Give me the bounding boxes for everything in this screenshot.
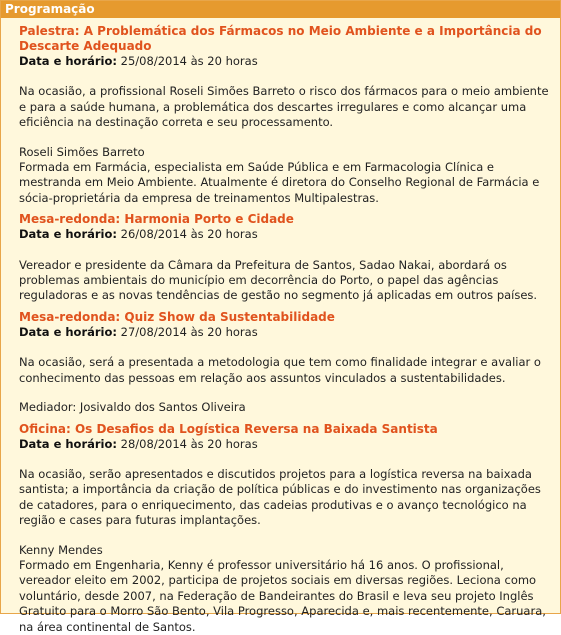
program-list — [1, 18, 560, 635]
event-datetime — [19, 227, 552, 242]
datetime-label: Data e horário: — [19, 436, 118, 451]
event-title: Palestra: A Problemática dos Fármacos no Meio Ambiente e a Importância do Descarte Adequado — [19, 24, 542, 53]
event-mediator: Mediador: Josivaldo dos Santos Oliveira — [19, 400, 246, 415]
event-datetime — [19, 437, 552, 452]
event-description: Vereador e presidente da Câmara da Prefeitura de Santos, Sadao Nakai, abordará os problemas ambientais do município em decorrência do Porto, o papel das agências reguladoras e as novas tendências de gestão no segmento já aplicadas em outros países. — [19, 257, 538, 303]
panel-header: Programação — [1, 1, 560, 18]
event-datetime — [19, 54, 552, 69]
datetime-label: Data e horário: — [19, 54, 118, 68]
event-palestra-farmacos — [19, 24, 552, 206]
datetime-value: 27/08/2014 às 20 horas — [120, 324, 258, 339]
event-description: Na ocasião, serão apresentados e discutidos projetos para a logística reversa na baixada santista; a importância da criação de política públicas e do investimento nas organizações de catadores, para o enriquecimento, das cadeias produtivas e o avanço tecnológico na região e cases para futuras implantações. — [19, 466, 541, 528]
speaker-bio: Formada em Farmácia, especialista em Saúde Pública e em Farmacologia Clínica e mestranda em Meio Ambiente. Atualmente é diretora do Conselho Regional de Farmácia e sócia-proprietária da empresa de treinamentos Multipalestras. — [19, 160, 540, 205]
event-harmonia-porto — [19, 212, 552, 304]
datetime-label: Data e horário: — [19, 324, 118, 339]
event-description: Na ocasião, será a presentada a metodologia que tem como finalidade integrar e avaliar o conhecimento das pessoas em relação aos assuntos vinculados a sustentabilidades. — [19, 355, 541, 385]
event-quiz-show — [19, 310, 552, 416]
event-datetime — [19, 325, 552, 340]
datetime-label: Data e horário: — [19, 227, 118, 242]
speaker-name: Kenny Mendes — [19, 542, 103, 557]
speaker-name: Roseli Simões Barreto — [19, 144, 145, 159]
datetime-value: 28/08/2014 às 20 horas — [120, 436, 258, 451]
event-title: Oficina: Os Desafios da Logística Reversa na Baixada Santista — [19, 421, 438, 436]
event-title: Mesa-redonda: Quiz Show da Sustentabilidade — [19, 309, 335, 324]
event-description: Na ocasião, a profissional Roseli Simões Barreto o risco dos fármacos para o meio ambiente e para a saúde humana, a problemática dos descartes irregulares e como alcançar uma eficiência na destinação correta e seu processamento. — [19, 84, 549, 130]
datetime-value: 26/08/2014 às 20 horas — [120, 227, 258, 242]
event-title: Mesa-redonda: Harmonia Porto e Cidade — [19, 212, 294, 227]
event-logistica-reversa — [19, 422, 552, 635]
datetime-value: 25/08/2014 às 20 horas — [120, 54, 258, 68]
speaker-bio: Formado em Engenharia, Kenny é professor universitário há 16 anos. O profissional, vereador eleito em 2002, participa de projetos sociais em diversas regiões. Leciona como voluntário, desde 2007, na Federação de Bandeirantes do Brasil e leva seu projeto Inglês Gratuito para o Morro São Bento, Vila Progresso, Aparecida e, mais recentemente, Caruara, na área continental de Santos. — [19, 557, 546, 634]
